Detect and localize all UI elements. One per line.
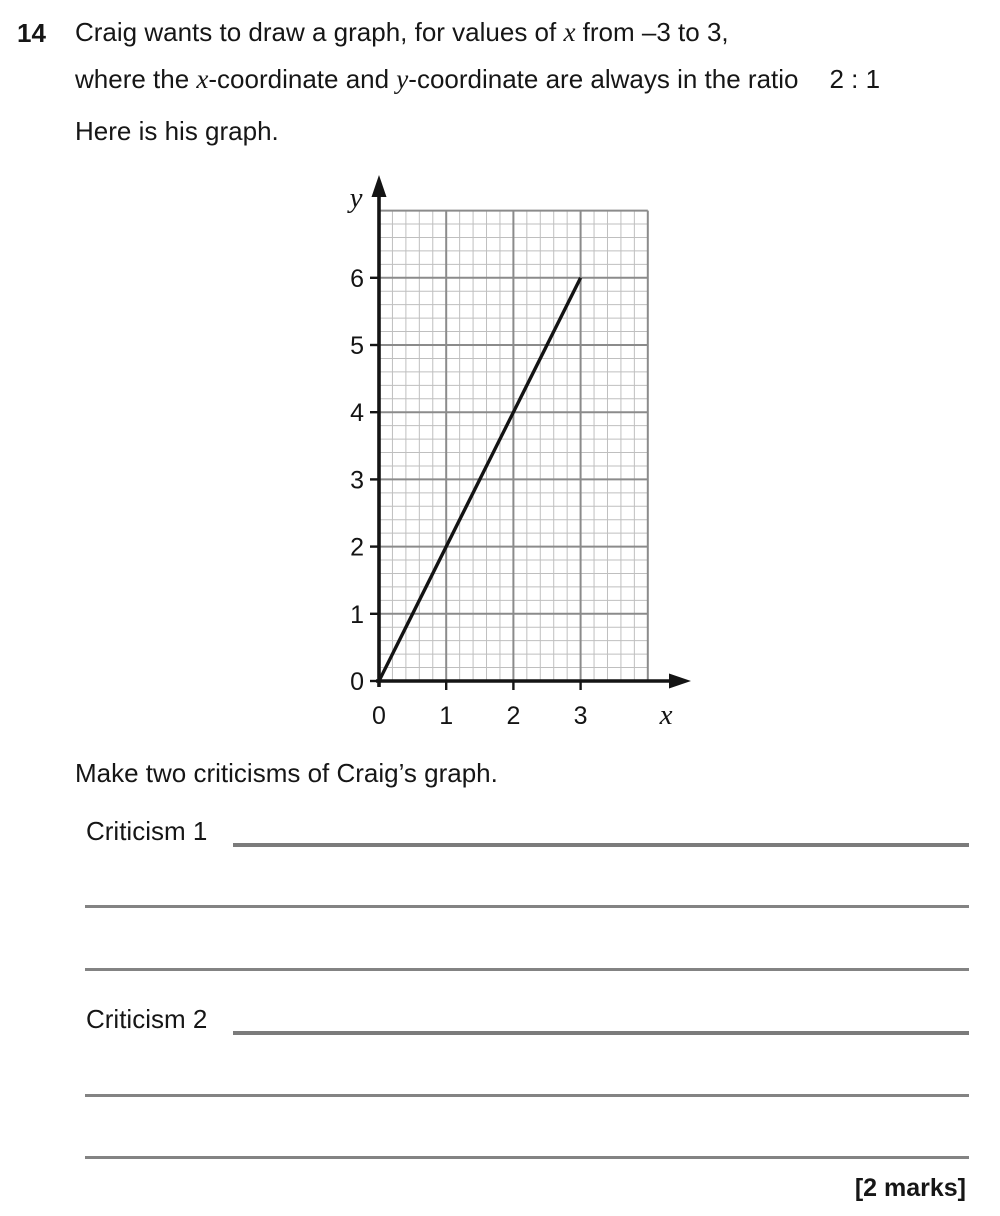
answer-line — [85, 1094, 969, 1097]
criticism-1-label: Criticism 1 — [86, 816, 208, 846]
svg-text:6: 6 — [350, 264, 364, 293]
math-var-x: x — [563, 17, 576, 47]
question-line1-pre: Craig wants to draw a graph, for values of — [75, 17, 564, 47]
question-text-line-3: Here is his graph. — [75, 116, 279, 146]
answer-line — [85, 905, 969, 908]
question-line2-mid2: -coordinate are always in the ratio — [408, 64, 799, 94]
question-number: 14 — [17, 18, 46, 48]
x-tick-labels — [372, 702, 588, 730]
svg-text:3: 3 — [350, 466, 364, 495]
x-axis-label: x — [659, 699, 673, 731]
criticism-prompt: Make two criticisms of Craig’s graph. — [75, 758, 498, 788]
svg-text:3: 3 — [573, 702, 588, 730]
y-axis-label: y — [349, 182, 363, 214]
question-text-line-2 — [75, 64, 880, 95]
question-text-line-1 — [75, 17, 729, 48]
svg-text:0: 0 — [372, 702, 386, 730]
ratio-value: 2 : 1 — [829, 64, 881, 94]
ratio-line-graph — [325, 165, 707, 740]
math-var-x: x — [196, 64, 209, 94]
y-tick-labels — [350, 265, 364, 696]
svg-text:1: 1 — [439, 702, 454, 730]
svg-text:4: 4 — [350, 399, 364, 428]
svg-text:1: 1 — [350, 600, 364, 629]
question-line2-pre: where the — [75, 64, 197, 94]
svg-text:2: 2 — [350, 533, 364, 562]
svg-text:0: 0 — [350, 668, 364, 696]
criticism-2-label: Criticism 2 — [86, 1004, 208, 1034]
svg-text:5: 5 — [350, 332, 364, 360]
math-var-y: y — [396, 64, 409, 94]
question-line2-mid1: -coordinate and — [208, 64, 397, 94]
answer-line — [85, 1156, 969, 1159]
svg-text:2: 2 — [506, 702, 521, 730]
answer-line — [233, 1031, 969, 1035]
marks-badge: [2 marks] — [854, 1174, 966, 1202]
answer-line — [233, 843, 969, 847]
answer-line — [85, 968, 969, 971]
question-line1-post: from –3 to 3, — [575, 17, 729, 47]
